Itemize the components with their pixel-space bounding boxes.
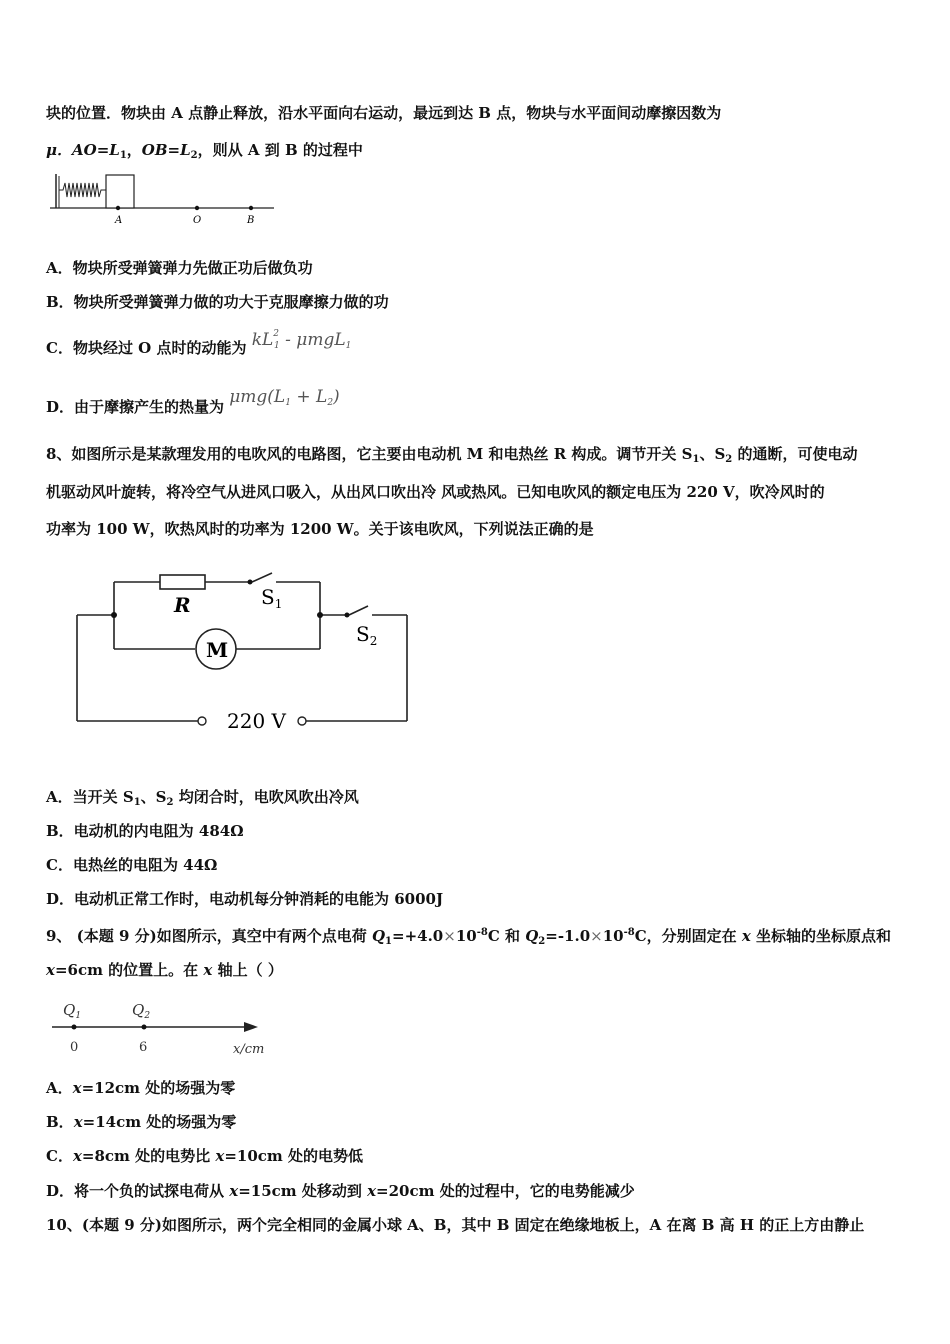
- spring-block-figure: [48, 170, 278, 230]
- q9-option-d[interactable]: D．将一个负的试探电荷从 x=15cm 处移动到 x=20cm 处的过程中，它的电势能减少: [46, 1182, 635, 1200]
- q9-option-a[interactable]: A．x=12cm 处的场强为零: [46, 1079, 236, 1097]
- label-motor: M: [206, 638, 229, 662]
- terminal-left: [198, 717, 206, 725]
- q7-option-d[interactable]: D．由于摩擦产生的热量为 $\mu mg(L_1 + L_2)$: [46, 387, 340, 416]
- terminal-right: [298, 717, 306, 725]
- resistor: [160, 575, 205, 589]
- q7-text-line1: 块的位置．物块由 A 点静止释放，沿水平面向右运动，最远到达 B 点，物块与水平面间动摩擦因数为: [46, 104, 722, 122]
- tick-6: 6: [139, 1040, 148, 1055]
- q8-text-line1: 8、如图所示是某款理发用的电吹风的电路图，它主要由电动机 M 和电热丝 R 构成。调节开关 $S_1$、$S_2$ 的通断，可使电动: [46, 445, 858, 465]
- q7-option-c[interactable]: C．物块经过 O 点时的动能为 $kL^2_1 - \mu mgL_1$: [46, 329, 352, 357]
- formula-c: $kL^2_1 - \mu mgL_1$: [251, 329, 352, 351]
- point-a: [116, 206, 120, 210]
- q8-option-c[interactable]: C．电热丝的电阻为 44Ω: [46, 856, 218, 874]
- spring: [59, 183, 106, 197]
- q9-option-b[interactable]: B．x=14cm 处的场强为零: [46, 1113, 237, 1131]
- label-r: R: [174, 593, 191, 617]
- switch-s2: [349, 606, 368, 615]
- charge-q2: [142, 1025, 147, 1030]
- label-s2: $S_2$: [356, 622, 378, 648]
- q8-option-a[interactable]: A．当开关 $S_1$、$S_2$ 均闭合时，电吹风吹出冷风: [46, 788, 359, 808]
- block: [106, 175, 134, 208]
- q9-text-line1: 9、 (本题 9 分)如图所示，真空中有两个点电荷 $Q_1=+4.0\times 10^{-8}C$ 和 $Q_2=-1.0\times 10^{-8}C$，分别固定在 x 坐标轴的坐标原点和: [46, 927, 892, 947]
- label-a: A: [115, 215, 123, 226]
- q8-option-d[interactable]: D．电动机正常工作时，电动机每分钟消耗的电能为 6000J: [46, 890, 444, 908]
- q8-option-b[interactable]: B．电动机的内电阻为 484Ω: [46, 822, 244, 840]
- label-q2: $Q_2$: [132, 1001, 151, 1021]
- point-o: [195, 206, 199, 210]
- q10-text-line1: 10、(本题 9 分)如图所示，两个完全相同的金属小球 A、B，其中 B 固定在绝缘地板上，A 在离 B 高 H 的正上方由静止: [46, 1216, 865, 1234]
- junction-left: [111, 612, 117, 618]
- switch-s1: [252, 573, 272, 582]
- q8-text-line2: 机驱动风叶旋转，将冷空气从进风口吸入，从出风口吹出冷 风或热风。已知电吹风的额定电压为 220 V，吹冷风时的: [46, 483, 825, 501]
- label-s1: $S_1$: [261, 585, 283, 611]
- q7-option-a[interactable]: A．物块所受弹簧弹力先做正功后做负功: [46, 259, 313, 277]
- q7-option-b[interactable]: B．物块所受弹簧弹力做的功大于克服摩擦力做的功: [46, 293, 389, 311]
- junction-right: [317, 612, 323, 618]
- label-q1: $Q_1$: [63, 1001, 82, 1021]
- point-b: [249, 206, 253, 210]
- charge-axis-figure: [48, 996, 278, 1061]
- q8-text-line3: 功率为 100 W，吹热风时的功率为 1200 W。关于该电吹风，下列说法正确的是: [46, 520, 594, 538]
- label-o: O: [193, 215, 202, 226]
- label-b: B: [247, 215, 255, 226]
- q9-text-line2: x=6cm 的位置上。在 x 轴上（ ）: [46, 961, 283, 979]
- charge-q1: [72, 1025, 77, 1030]
- label-voltage: 220 V: [227, 709, 286, 733]
- axis-arrow: [244, 1022, 258, 1032]
- tick-0: 0: [70, 1040, 79, 1055]
- circuit-diagram: [70, 565, 420, 735]
- q9-option-c[interactable]: C．x=8cm 处的电势比 x=10cm 处的电势低: [46, 1147, 363, 1165]
- axis-label: x/cm: [233, 1042, 265, 1057]
- formula-d: $\mu mg(L_1 + L_2)$: [229, 387, 340, 408]
- q7-text-line2: μ．$AO=L_1$，$OB=L_2$，则从 A 到 B 的过程中: [46, 141, 363, 161]
